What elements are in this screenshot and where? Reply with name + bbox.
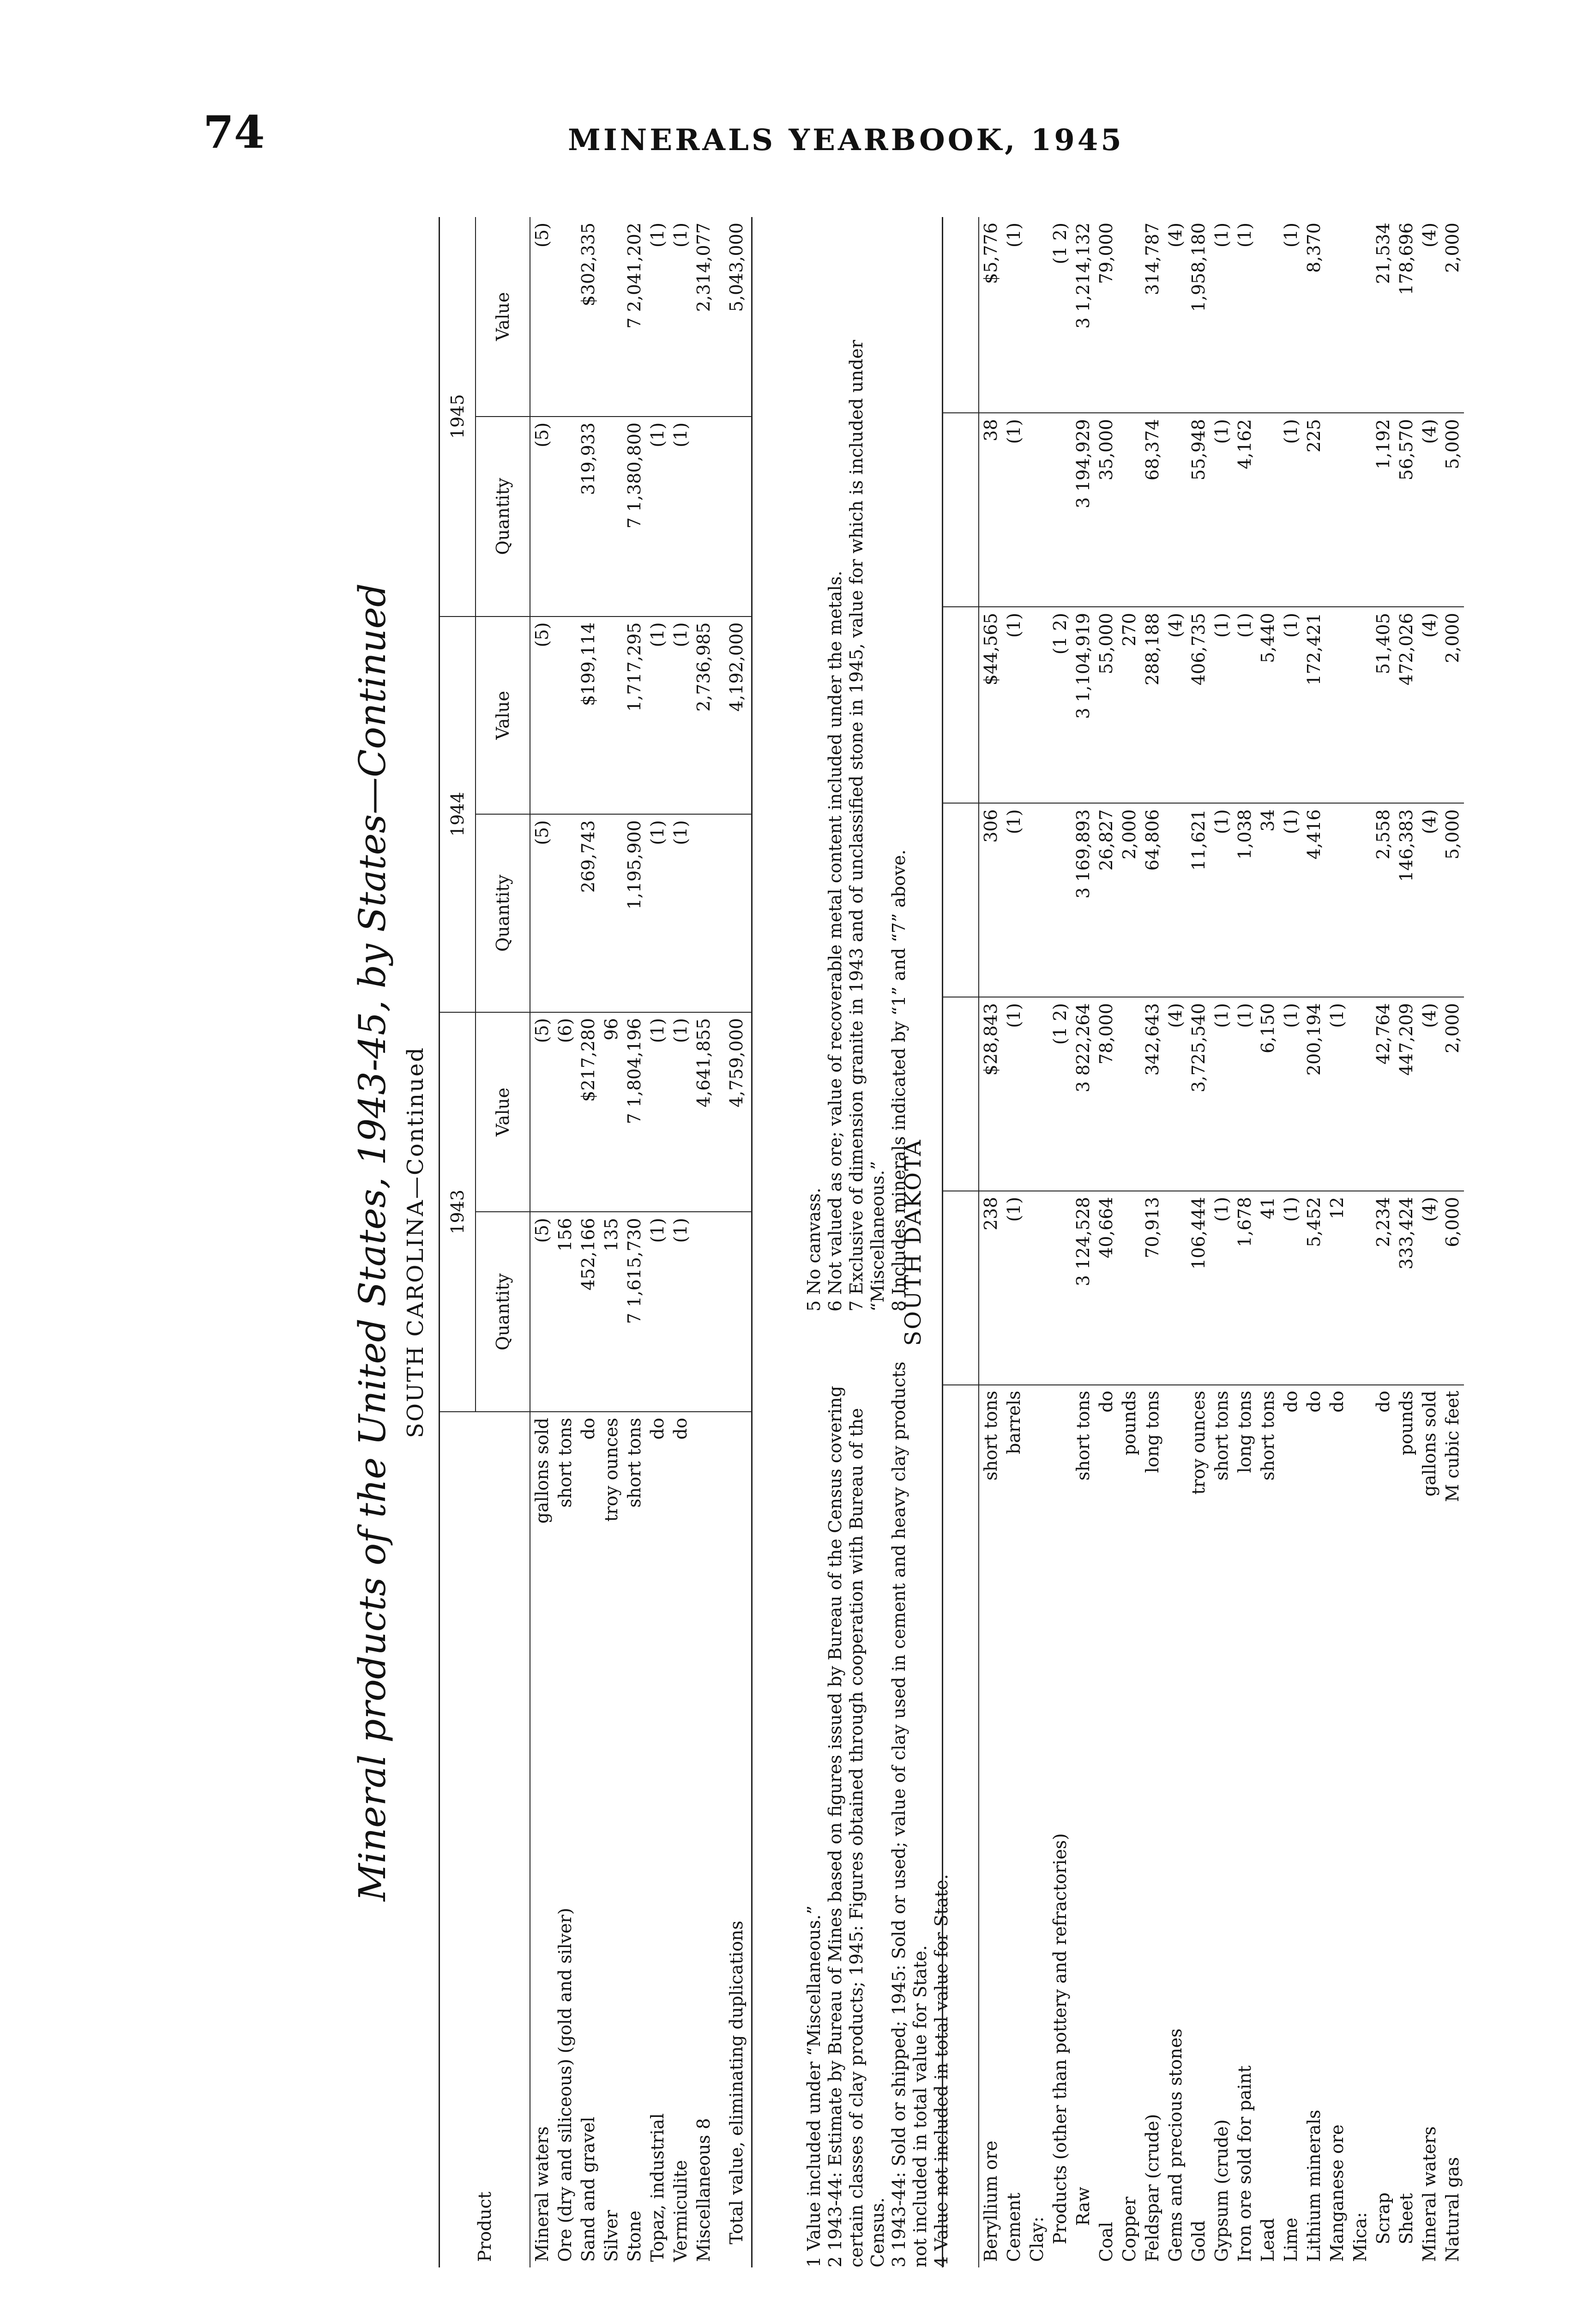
value-44: (1) <box>1002 607 1025 803</box>
table-row <box>979 217 1002 2267</box>
value-43: 96 <box>600 1012 623 1212</box>
unit: do <box>1096 1390 1116 1413</box>
footnote: 6 Not valued as ore; value of recoverable metal content included under the metals. <box>825 570 845 1312</box>
unit: do <box>670 1418 691 1440</box>
value-45: $5,776 <box>979 217 1002 413</box>
value-43: (1) <box>669 1012 692 1212</box>
value-43: (1) <box>1233 997 1256 1191</box>
table-row <box>1072 217 1095 2267</box>
product-name: Gold <box>1188 2220 1209 2262</box>
quantity-43: (4) <box>1418 1191 1441 1385</box>
value-44: 472,026 <box>1395 607 1418 803</box>
value-44: (1) <box>646 617 669 815</box>
quantity-44: 146,383 <box>1395 803 1418 997</box>
product-name: Clay: <box>1027 2216 1047 2262</box>
quantity-44 <box>1048 803 1072 997</box>
quantity-44: 5,000 <box>1441 803 1464 997</box>
product-name: Ore (dry and siliceous) (gold and silver) <box>555 1908 575 2262</box>
unit <box>1164 1385 1187 1574</box>
value-45 <box>1118 217 1141 413</box>
footnote: 1 Value included under “Miscellaneous.” <box>804 1905 824 2267</box>
quantity-45 <box>1256 413 1279 607</box>
value-45 <box>554 217 577 417</box>
quantity-45: 225 <box>1302 413 1325 607</box>
quantity-43 <box>1048 1191 1072 1385</box>
value-44 <box>554 617 577 815</box>
unit: gallons sold <box>1419 1390 1439 1497</box>
quantity-45: (5) <box>530 417 554 617</box>
unit: short tons <box>555 1418 575 1508</box>
quantity-45: (1) <box>1210 413 1233 607</box>
footnote: 2 1943-44: Estimate by Bureau of Mines based on figures issued by Bureau of the Census covering certain classes of clay products; 1945: Figures obtained through cooperation with Bureau of the Census. <box>825 1386 888 2267</box>
footnote: 8 Includes minerals indicated by “1” and “7” above. <box>889 849 909 1312</box>
product-name: Feldspar (crude) <box>1142 2114 1162 2262</box>
product-name: Cement <box>1004 2193 1024 2262</box>
value-44: 2,736,985 <box>692 617 715 815</box>
year-header-1944: 1944 <box>440 617 476 1012</box>
quantity-44 <box>692 814 715 1012</box>
value-45: (1) <box>1279 217 1302 413</box>
value-43: 6,150 <box>1256 997 1279 1191</box>
unit <box>1025 1385 1048 1574</box>
page-number: 74 <box>203 106 265 158</box>
value-43: 342,643 <box>1141 997 1164 1191</box>
quantity-44: (4) <box>1418 803 1441 997</box>
table-content <box>351 203 1542 2281</box>
quantity-45: 56,570 <box>1395 413 1418 607</box>
footnote: 4 Value not included in total value for State. <box>931 1874 952 2267</box>
quantity-43: 70,913 <box>1141 1191 1164 1385</box>
value-44: (1) <box>1210 607 1233 803</box>
quantity-45: 4,162 <box>1233 413 1256 607</box>
table-row <box>1002 217 1025 2267</box>
table-row <box>1164 217 1187 2267</box>
table-row <box>1256 217 1279 2267</box>
product-name: Raw <box>1073 2187 1093 2226</box>
footnote: 5 No canvass. <box>804 1187 824 1312</box>
quantity-45: (1) <box>1002 413 1025 607</box>
value-44: 172,421 <box>1302 607 1325 803</box>
value-44: (1 2) <box>1048 607 1072 803</box>
total-label: Total value, eliminating duplications <box>715 1412 752 2267</box>
value-44 <box>600 617 623 815</box>
quantity-43 <box>1164 1191 1187 1385</box>
product-name: Stone <box>624 2210 644 2262</box>
quantity-43: 106,444 <box>1187 1191 1210 1385</box>
quantity-43: (1) <box>1002 1191 1025 1385</box>
value-44: 5,440 <box>1256 607 1279 803</box>
quantity-45: 68,374 <box>1141 413 1164 607</box>
quantity-44 <box>1164 803 1187 997</box>
value-43: 4,641,855 <box>692 1012 715 1212</box>
value-44 <box>1325 607 1349 803</box>
quantity-44: 3 169,893 <box>1072 803 1095 997</box>
quantity-43: 6,000 <box>1441 1191 1464 1385</box>
value-45: (4) <box>1164 217 1187 413</box>
total-1943: 4,759,000 <box>715 1012 752 1212</box>
quantity-45 <box>600 417 623 617</box>
table-row <box>554 217 577 2267</box>
value-45: 2,314,077 <box>692 217 715 417</box>
quantity-43: (5) <box>530 1212 554 1412</box>
product-name: Topaz, industrial <box>647 2113 668 2262</box>
value-45: (1) <box>1210 217 1233 413</box>
quantity-45: (1) <box>646 417 669 617</box>
quantity-43: 238 <box>979 1191 1002 1385</box>
value-43 <box>1025 997 1048 1191</box>
quantity-45: 7 1,380,800 <box>623 417 646 617</box>
value-44: (4) <box>1418 607 1441 803</box>
section-heading-south-carolina: SOUTH CAROLINA—Continued <box>403 1046 428 1439</box>
table-row <box>669 217 692 2267</box>
table-row <box>1118 217 1141 2267</box>
quantity-45: 5,000 <box>1441 413 1464 607</box>
value-44: (1) <box>1279 607 1302 803</box>
unit <box>692 1412 715 1603</box>
rotated-table-area <box>351 203 1542 2281</box>
value-44: $44,565 <box>979 607 1002 803</box>
table-row <box>1187 217 1210 2267</box>
value-43: $28,843 <box>979 997 1002 1191</box>
quantity-44: 26,827 <box>1095 803 1118 997</box>
value-43: (6) <box>554 1012 577 1212</box>
quantity-45: (4) <box>1418 413 1441 607</box>
quantity-43: (1) <box>1279 1191 1302 1385</box>
quantity-44: 1,195,900 <box>623 814 646 1012</box>
value-45 <box>600 217 623 417</box>
quantity-45: (1) <box>1279 413 1302 607</box>
product-name: Products (other than pottery and refractories) <box>1050 1833 1070 2244</box>
table-row <box>1325 217 1349 2267</box>
value-45: (1) <box>1233 217 1256 413</box>
product-name: Beryllium ore <box>981 2140 1001 2262</box>
value-43: 7 1,804,196 <box>623 1012 646 1212</box>
unit: do <box>647 1418 668 1440</box>
quantity-43 <box>1025 1191 1048 1385</box>
quantity-header: Quantity <box>476 814 530 1012</box>
quantity-44: (1) <box>1210 803 1233 997</box>
quantity-44 <box>1349 803 1372 997</box>
value-43: (5) <box>530 1012 554 1212</box>
footnote: 3 1943-44: Sold or shipped; 1945: Sold or used; value of clay used in cement and heavy clay products not included in total value for State. <box>889 1361 930 2267</box>
value-45 <box>1349 217 1372 413</box>
value-44: (4) <box>1164 607 1187 803</box>
product-name: Miscellaneous 8 <box>693 2118 714 2262</box>
value-43: 42,764 <box>1372 997 1395 1191</box>
value-43: (4) <box>1418 997 1441 1191</box>
unit: gallons sold <box>532 1418 552 1524</box>
quantity-45 <box>554 417 577 617</box>
footnote: 7 Exclusive of dimension granite in 1943 and of unclassified stone in 1945, value for which is included under “Miscellaneous.” <box>846 340 888 1312</box>
quantity-43 <box>692 1212 715 1412</box>
value-45 <box>1256 217 1279 413</box>
value-44: 3 1,104,919 <box>1072 607 1095 803</box>
value-45: (1) <box>669 217 692 417</box>
quantity-44: (5) <box>530 814 554 1012</box>
quantity-45 <box>1048 413 1072 607</box>
value-44 <box>1349 607 1372 803</box>
quantity-43: 7 1,615,730 <box>623 1212 646 1412</box>
south-dakota-table <box>942 217 1464 2267</box>
value-45: (4) <box>1418 217 1441 413</box>
value-45 <box>1325 217 1349 413</box>
value-43: (1) <box>1210 997 1233 1191</box>
quantity-43: 452,166 <box>577 1212 600 1412</box>
quantity-44: 34 <box>1256 803 1279 997</box>
table-row <box>1349 217 1372 2267</box>
table-row <box>1141 217 1164 2267</box>
value-44: 2,000 <box>1441 607 1464 803</box>
unit: do <box>578 1418 598 1440</box>
running-head: MINERALS YEARBOOK, 1945 <box>568 123 1124 157</box>
quantity-44 <box>1325 803 1349 997</box>
value-43: (4) <box>1164 997 1187 1191</box>
table-row <box>1302 217 1325 2267</box>
unit: short tons <box>624 1418 644 1508</box>
product-name: Mica: <box>1350 2212 1370 2262</box>
unit: pounds <box>1119 1390 1139 1456</box>
value-45: 7 2,041,202 <box>623 217 646 417</box>
value-44: 406,735 <box>1187 607 1210 803</box>
table-row <box>1048 217 1072 2267</box>
product-header: Product <box>440 1412 530 2267</box>
table-row <box>577 217 600 2267</box>
unit: M cubic feet <box>1442 1390 1463 1502</box>
quantity-44: 306 <box>979 803 1002 997</box>
product-name: Gems and precious stones <box>1165 2028 1186 2262</box>
table-row <box>1441 217 1464 2267</box>
value-45: 8,370 <box>1302 217 1325 413</box>
value-43 <box>1349 997 1372 1191</box>
value-45: (1) <box>646 217 669 417</box>
quantity-43 <box>1118 1191 1141 1385</box>
table-row <box>1418 217 1441 2267</box>
product-name: Copper <box>1119 2196 1139 2262</box>
quantity-45 <box>1325 413 1349 607</box>
unit: pounds <box>1396 1390 1416 1456</box>
total-1944: 4,192,000 <box>715 617 752 815</box>
value-45: 3 1,214,132 <box>1072 217 1095 413</box>
table-row <box>600 217 623 2267</box>
quantity-43: 5,452 <box>1302 1191 1325 1385</box>
unit: long tons <box>1142 1390 1162 1473</box>
unit: do <box>1327 1390 1347 1413</box>
product-name: Gypsum (crude) <box>1211 2119 1232 2262</box>
quantity-43: 3 124,528 <box>1072 1191 1095 1385</box>
south-dakota-rows <box>979 217 1464 2267</box>
value-44: 51,405 <box>1372 607 1395 803</box>
value-44: 1,717,295 <box>623 617 646 815</box>
unit: do <box>1304 1390 1324 1413</box>
table-row <box>1025 217 1048 2267</box>
value-43: (1) <box>646 1012 669 1212</box>
value-44: (1) <box>669 617 692 815</box>
table-row <box>1095 217 1118 2267</box>
value-43: 3,725,540 <box>1187 997 1210 1191</box>
quantity-44: 1,038 <box>1233 803 1256 997</box>
table-row <box>623 217 646 2267</box>
value-45: (1 2) <box>1048 217 1072 413</box>
quantity-44 <box>554 814 577 1012</box>
quantity-44: 11,621 <box>1187 803 1210 997</box>
unit: long tons <box>1235 1390 1255 1473</box>
product-name: Vermiculite <box>670 2160 691 2262</box>
quantity-44: (1) <box>1002 803 1025 997</box>
product-name: Natural gas <box>1442 2157 1463 2262</box>
value-44: (1) <box>1233 607 1256 803</box>
unit <box>1048 1385 1072 1574</box>
product-name: Silver <box>601 2210 621 2262</box>
quantity-43: 2,234 <box>1372 1191 1395 1385</box>
product-name: Mineral waters <box>1419 2126 1439 2262</box>
value-45: $302,335 <box>577 217 600 417</box>
unit <box>1349 1385 1372 1574</box>
value-43: (1) <box>1325 997 1349 1191</box>
quantity-44: (1) <box>646 814 669 1012</box>
quantity-44 <box>1025 803 1048 997</box>
value-43: 447,209 <box>1395 997 1418 1191</box>
total-1945: 5,043,000 <box>715 217 752 417</box>
quantity-44 <box>600 814 623 1012</box>
quantity-44: 2,558 <box>1372 803 1395 997</box>
unit: barrels <box>1004 1390 1024 1454</box>
footnotes-right <box>803 222 909 1312</box>
table-row <box>1233 217 1256 2267</box>
quantity-44: 269,743 <box>577 814 600 1012</box>
value-43: 2,000 <box>1441 997 1464 1191</box>
value-44 <box>1025 607 1048 803</box>
unit: do <box>1373 1390 1393 1413</box>
table-row <box>1210 217 1233 2267</box>
quantity-44: 2,000 <box>1118 803 1141 997</box>
value-45: 2,000 <box>1441 217 1464 413</box>
unit: short tons <box>1073 1390 1093 1481</box>
footnotes-left <box>803 1335 952 2267</box>
product-name: Scrap <box>1373 2192 1393 2244</box>
quantity-header: Quantity <box>476 1212 530 1412</box>
quantity-header: Quantity <box>476 417 530 617</box>
quantity-44: (1) <box>669 814 692 1012</box>
product-name: Coal <box>1096 2222 1116 2262</box>
table-row <box>1279 217 1302 2267</box>
value-header: Value <box>476 617 530 815</box>
quantity-45: 35,000 <box>1095 413 1118 607</box>
total-row <box>715 217 752 2267</box>
quantity-45: 319,933 <box>577 417 600 617</box>
table-row <box>1395 217 1418 2267</box>
value-44: 288,188 <box>1141 607 1164 803</box>
value-44: 55,000 <box>1095 607 1118 803</box>
quantity-44: 4,416 <box>1302 803 1325 997</box>
product-name: Mineral waters <box>532 2126 552 2262</box>
unit: short tons <box>1258 1390 1278 1481</box>
product-name: Manganese ore <box>1327 2124 1347 2262</box>
table-row <box>692 217 715 2267</box>
year-header-1945: 1945 <box>440 217 476 617</box>
quantity-44: (1) <box>1279 803 1302 997</box>
quantity-45 <box>692 417 715 617</box>
unit: troy ounces <box>1188 1390 1209 1495</box>
value-45: 79,000 <box>1095 217 1118 413</box>
quantity-45 <box>1118 413 1141 607</box>
table-row <box>1372 217 1395 2267</box>
product-name: Sand and gravel <box>578 2116 598 2262</box>
value-header: Value <box>476 217 530 417</box>
quantity-43: 1,678 <box>1233 1191 1256 1385</box>
quantity-45: 3 194,929 <box>1072 413 1095 607</box>
quantity-43: (1) <box>669 1212 692 1412</box>
unit: short tons <box>1211 1390 1232 1481</box>
quantity-43: 40,664 <box>1095 1191 1118 1385</box>
quantity-43: 156 <box>554 1212 577 1412</box>
quantity-44: 64,806 <box>1141 803 1164 997</box>
value-45 <box>1025 217 1048 413</box>
value-45: (5) <box>530 217 554 417</box>
quantity-45 <box>1349 413 1372 607</box>
value-45: 178,696 <box>1395 217 1418 413</box>
value-43 <box>1118 997 1141 1191</box>
product-name: Lead <box>1258 2218 1278 2262</box>
year-header-1943: 1943 <box>440 1012 476 1412</box>
value-43: (1 2) <box>1048 997 1072 1191</box>
quantity-45 <box>1164 413 1187 607</box>
quantity-45: 55,948 <box>1187 413 1210 607</box>
quantity-43: 41 <box>1256 1191 1279 1385</box>
unit: do <box>1281 1390 1301 1413</box>
unit: troy ounces <box>601 1418 621 1522</box>
table-row <box>646 217 669 2267</box>
south-carolina-rows <box>530 217 715 2267</box>
table-title: Mineral products of the United States, 1943-45, by States—Continued <box>351 583 394 1902</box>
value-header: Value <box>476 1012 530 1212</box>
section-heading-south-dakota: SOUTH DAKOTA <box>900 1138 926 1346</box>
product-name: Lithium minerals <box>1304 2110 1324 2262</box>
value-43: 200,194 <box>1302 997 1325 1191</box>
quantity-45: (1) <box>669 417 692 617</box>
quantity-43 <box>1349 1191 1372 1385</box>
quantity-45: 1,192 <box>1372 413 1395 607</box>
quantity-45 <box>1025 413 1048 607</box>
quantity-45: 38 <box>979 413 1002 607</box>
product-name: Lime <box>1281 2218 1301 2262</box>
value-44: 270 <box>1118 607 1141 803</box>
value-44: $199,114 <box>577 617 600 815</box>
value-43: $217,280 <box>577 1012 600 1212</box>
quantity-43: 12 <box>1325 1191 1349 1385</box>
value-43: 78,000 <box>1095 997 1118 1191</box>
value-44: (5) <box>530 617 554 815</box>
product-name: Iron ore sold for paint <box>1235 2065 1255 2262</box>
value-45: 1,958,180 <box>1187 217 1210 413</box>
product-name: Sheet <box>1396 2193 1416 2244</box>
quantity-43: (1) <box>1210 1191 1233 1385</box>
table-row <box>530 217 554 2267</box>
quantity-43: 135 <box>600 1212 623 1412</box>
unit: short tons <box>981 1390 1001 1481</box>
quantity-43: 333,424 <box>1395 1191 1418 1385</box>
quantity-43: (1) <box>646 1212 669 1412</box>
value-43: (1) <box>1279 997 1302 1191</box>
value-43: 3 822,264 <box>1072 997 1095 1191</box>
value-45: 21,534 <box>1372 217 1395 413</box>
value-43: (1) <box>1002 997 1025 1191</box>
value-45: (1) <box>1002 217 1025 413</box>
south-carolina-table <box>439 217 753 2267</box>
value-45: 314,787 <box>1141 217 1164 413</box>
